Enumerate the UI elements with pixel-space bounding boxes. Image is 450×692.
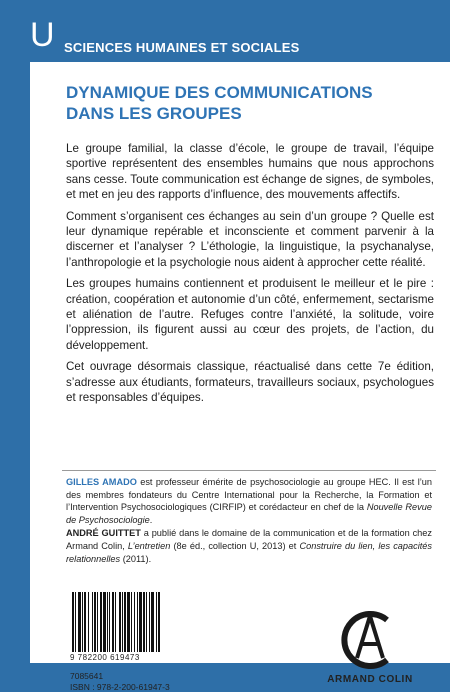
- content-panel: [30, 62, 450, 692]
- author-2-name: ANDRÉ GUITTET: [66, 528, 141, 539]
- section-divider: [62, 470, 436, 471]
- barcode-bar: [103, 592, 106, 652]
- author-bio-2: [66, 527, 432, 565]
- barcode-bar: [82, 592, 83, 652]
- barcode-bar: [115, 592, 116, 652]
- barcode-bar: [119, 592, 121, 652]
- author-2-book-1: L’entretien: [127, 540, 171, 551]
- barcode-bar: [156, 592, 157, 652]
- barcode-image: [70, 592, 200, 652]
- collection-letter: U: [30, 16, 55, 54]
- barcode-bar: [137, 592, 138, 652]
- author-2-bio-end: (2011).: [120, 553, 152, 564]
- barcode-bar: [124, 592, 126, 652]
- barcode-bar: [122, 592, 123, 652]
- author-2-bio-part: (8e éd., collection U, 2013) et: [170, 540, 300, 551]
- barcode-number: 9 782200 619473: [70, 653, 140, 662]
- barcode-bar: [131, 592, 132, 652]
- description-paragraph: Comment s’organisent ces échanges au sein d’un groupe ? Quelle est leur dynamique repérable et inconsciente et comment parvenir à la discerner et l’analyser ? L’éthologie, la linguistique, la psychanalyse, l’anthropologie et la psychologie nous aident à approcher cette réalité.: [66, 209, 434, 269]
- author-bio-1: [66, 476, 432, 526]
- author-1-name: GILLES AMADO: [66, 477, 137, 487]
- armand-colin-logo-icon: [335, 610, 405, 670]
- barcode-bar: [92, 592, 93, 652]
- author-bios: [66, 476, 432, 566]
- barcode-bar: [109, 592, 110, 652]
- barcode-bar: [149, 592, 150, 652]
- isbn-text: ISBN : 978-2-200-61947-3: [70, 682, 170, 692]
- title-line-2: DANS LES GROUPES: [66, 104, 242, 123]
- reference-number: 7085641: [70, 671, 104, 681]
- collection-header: [0, 0, 450, 62]
- book-title: [66, 82, 426, 124]
- barcode-bar: [72, 592, 74, 652]
- publisher-name: ARMAND COLIN: [327, 674, 413, 685]
- barcode-bar: [112, 592, 114, 652]
- barcode-bar: [107, 592, 108, 652]
- barcode-bar: [134, 592, 135, 652]
- barcode-bar: [100, 592, 102, 652]
- author-2-book-2: Construire du lien, les capacités relationnelles: [66, 540, 433, 564]
- author-1-journal: Nouvelle Revue de Psychosociologie: [66, 502, 432, 525]
- description-paragraph: Cet ouvrage désormais classique, réactualisé dans cette 7e édition, s’adresse aux étudiants, formateurs, travailleurs sociaux, psychologues et responsables d’équipes.: [66, 360, 434, 405]
- barcode-bar: [146, 592, 147, 652]
- description-paragraph: Le groupe familial, la classe d’école, le groupe de travail, l’équipe sportive représentent des ensembles humains que nous approchons sans cesse. Toute communication est échange de signes, de symboles, et met en jeu des rapports d’influence, des mouvements affectifs.: [66, 142, 434, 202]
- barcode-bar: [151, 592, 154, 652]
- author-1-bio-part: est professeur émérite de psychosociologie au groupe HEC. Il est l’un des membres fondateurs du Centre International pour la Recherche, la Formation et l’Intervention Psychosociologiques (CIRFIP) et corédacteur en chef de la: [66, 477, 432, 513]
- barcode-bar: [139, 592, 142, 652]
- barcode-bar: [94, 592, 96, 652]
- barcode-bar: [78, 592, 81, 652]
- barcode-bar: [75, 592, 76, 652]
- description-paragraph: Les groupes humains contiennent et produisent le meilleur et le pire : création, coopération et autonomie d’un côté, enfermement, sectarisme et aliénation de l’autre. Refuges contre l’anxiété, la solitude, voire l’oppression, ils figurent aussi au cœur des projets, de l’action, du développement.: [66, 277, 434, 352]
- barcode-bar: [127, 592, 130, 652]
- author-1-bio-end: .: [149, 514, 153, 525]
- barcode-bar: [158, 592, 160, 652]
- barcode-bar: [88, 592, 89, 652]
- barcode-bar: [97, 592, 98, 652]
- book-description: [66, 141, 434, 412]
- barcode-bar: [84, 592, 86, 652]
- collection-name: SCIENCES HUMAINES ET SOCIALES: [64, 40, 300, 55]
- author-2-bio-part: a publié dans le domaine de la communication et de la formation chez Armand Colin,: [66, 528, 432, 551]
- title-line-1: DYNAMIQUE DES COMMUNICATIONS: [66, 83, 373, 102]
- barcode-bar: [143, 592, 145, 652]
